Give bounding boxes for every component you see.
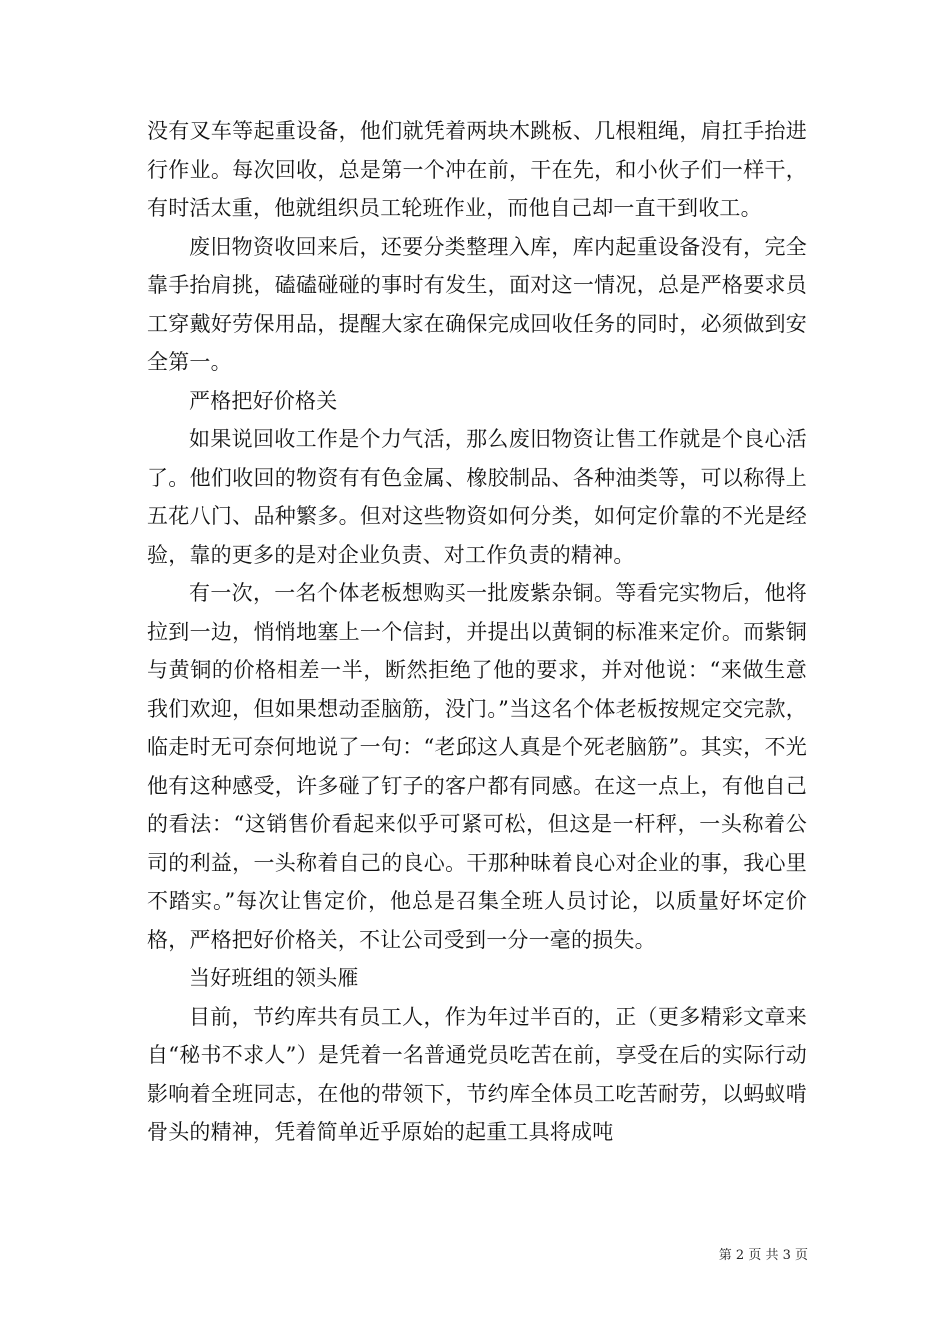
text-line: 完全靠手抬肩挑，磕磕碰碰的事时有发生，面对这一情况，总是严 [147, 234, 807, 297]
text-line: 格要求员工穿戴好劳保用品，提醒大家在确保完成回收任务的同时， [147, 273, 807, 336]
text-line: 心活了。他们收回的物资有有色金属、橡胶制品、各种油类等，可 [147, 427, 807, 490]
text-line: 同感。在这一点上，有他自己的看法：“这销售价看起来似乎可紧 [147, 773, 807, 836]
text-line: 而紫铜与黄铜的价格相差一半，断然拒绝了他的要求，并对他说： [147, 619, 807, 682]
paragraph [147, 420, 807, 574]
text-line: “来做生意我们欢迎，但如果想动歪脑筋，没门。”当这名个体老 [147, 658, 807, 721]
document-body [147, 112, 807, 1152]
paragraph [147, 228, 807, 382]
text-line: 到收工。 [677, 196, 762, 220]
section-heading [147, 959, 807, 998]
text-line: 干那种昧着良心对企业的事，我心里不踏实。”每次让售定价，他 [147, 850, 808, 913]
text-line: 章来自“秘书不求人”）是凭着一名普通党员吃苦在前，享受在后 [147, 1004, 807, 1067]
text-line: 死老脑筋”。其实，不光他有这种感受，许多碰了钉子的客户都有 [147, 735, 807, 798]
text-line: 必须做到安全第一。 [147, 311, 807, 374]
page-footer: 第 2 页 共 3 页 [718, 1248, 808, 1263]
text-line: 可松，但这是一杆秤，一头称着公司的利益，一头称着自己的良心。 [147, 812, 808, 875]
text-line: 废旧物资收回来后，还要分类整理入库，库内起重设备没有， [189, 234, 765, 259]
text-line: 靠的不光是经验，靠的更多的是对企业负责、对工作负责的精神。 [147, 504, 807, 567]
text-line: 如果说回收工作是个力气活，那么废旧物资让售工作就是个良 [189, 427, 765, 451]
paragraph [147, 998, 807, 1152]
text-line: 有一次，一名个体老板想购买一批废紫杂铜。等看完实物后， [189, 581, 765, 605]
text-line: 以称得上五花八门、品种繁多。但对这些物资如何分类，如何定价 [147, 465, 807, 528]
text-line: 目前，节约库共有员工人，作为年过半百的，正（更多精彩文 [189, 1004, 765, 1029]
text-line: 耐劳，以蚂蚁啃骨头的精神，凭着简单近乎原始的起重工具将成吨 [147, 1081, 807, 1144]
text-line: 抬进行作业。每次回收，总是第一个冲在前，干在先，和小伙子们 [147, 119, 807, 182]
paragraph [147, 574, 807, 959]
text-line: 总是召集全班人员讨论，以质量好坏定价格，严格把好价格关，不 [147, 889, 807, 952]
text-line: 板按规定交完款，临走时无可奈何地说了一句：“老邱这人真是个 [147, 696, 807, 759]
paragraph [147, 112, 807, 228]
section-heading [147, 382, 807, 421]
text-line: 没有叉车等起重设备，他们就凭着两块木跳板、几根粗绳，肩扛手 [147, 119, 765, 143]
text-line: 一样干，有时活太重，他就组织员工轮班作业，而他自己却一直干 [147, 157, 807, 220]
text-line: 严格把好价格关 [189, 388, 338, 413]
text-line: 当好班组的领头雁 [189, 966, 359, 990]
text-line: 他将拉到一边，悄悄地塞上一个信封，并提出以黄铜的标准来定价。 [147, 581, 807, 644]
text-line: 的实际行动影响着全班同志，在他的带领下，节约库全体员工吃苦 [147, 1043, 808, 1106]
text-line: 让公司受到一分一毫的损失。 [380, 927, 656, 952]
